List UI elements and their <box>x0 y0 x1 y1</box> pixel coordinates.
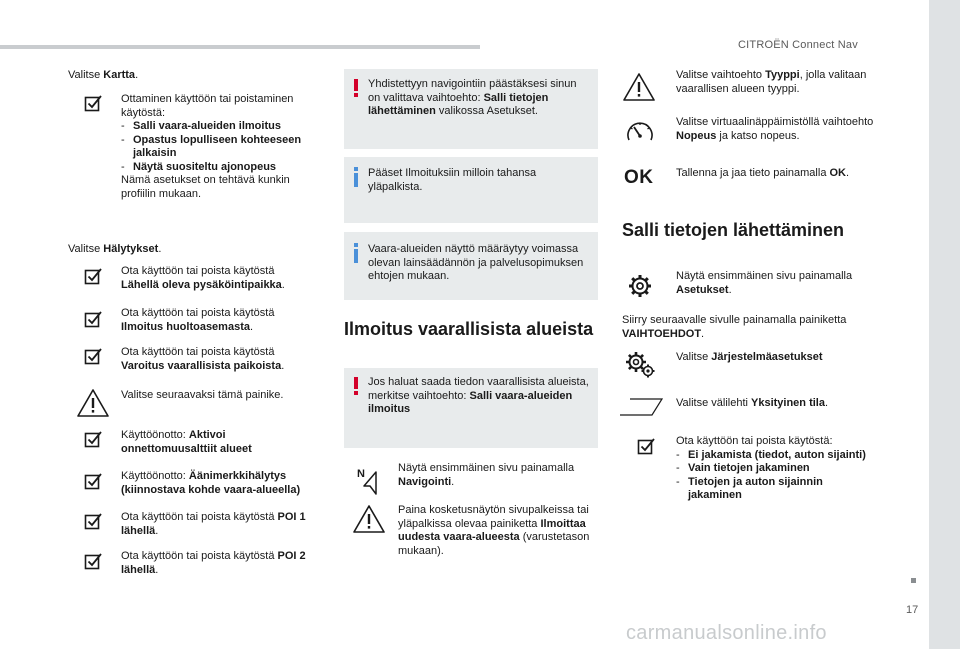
poi2-text: Ota käyttöön tai poista käytöstä POI 2 lähellä. <box>121 550 306 576</box>
poi1-text: Ota käyttöön tai poista käytöstä POI 1 lähellä. <box>121 511 306 537</box>
checkbox-icon <box>84 347 102 365</box>
navigation-text: Näytä ensimmäinen sivu painamalla Navigointi. <box>398 462 575 488</box>
checkbox-icon <box>84 512 102 530</box>
brand-header: CITROËN Connect Nav <box>738 39 858 51</box>
audio-alert-text: Käyttöönotto: Äänimerkkihälytys (kiinnostava kohde vaara-alueella) <box>121 470 301 496</box>
checkbox-icon <box>84 472 102 490</box>
checkbox-icon <box>637 437 655 455</box>
select-halytykset: Valitse Hälytykset. <box>68 243 162 255</box>
warning-mark-icon <box>353 377 359 395</box>
checkbox-icon <box>84 94 102 112</box>
info-mark-icon <box>353 243 359 263</box>
speedometer-icon <box>625 118 655 146</box>
privacy-options-text: Ota käyttöön tai poista käytöstä: - Ei jakamista (tiedot, auton sijainti) - Vain tietojen jakaminen - Tietojen ja auton sijainnin jakaminen <box>676 435 866 501</box>
warning-triangle-icon <box>352 504 386 534</box>
options-text: Siirry seuraavalle sivulle painamalla painiketta VAIHTOEHDOT. <box>622 314 847 340</box>
report-hazard-text: Paina kosketusnäytön sivupalkeissa tai yläpalkissa olevaa painiketta Ilmoittaa uudesta vaara-alueesta (varustetason mukaan). <box>398 504 590 557</box>
select-type-text: Valitse vaihtoehto Tyyppi, jolla valitaan vaarallisen alueen tyyppi. <box>676 69 867 95</box>
checkbox-icon <box>84 430 102 448</box>
svg-text:N: N <box>357 468 365 480</box>
note-warning-navigation: Yhdistettyyn navigointiin päästäksesi sinun on valittava vaihtoehto: Salli tietojen lähettäminen valikossa Asetukset. <box>344 69 598 149</box>
accident-zones-text: Käyttöönotto: Aktivoi onnettomuusalttiit alueet <box>121 429 252 455</box>
private-tab-text: Valitse välilehti Yksityinen tila. <box>676 397 829 409</box>
note-warning-danger-zones: Jos haluat saada tiedon vaarallisista alueista, merkitse vaihtoehto: Salli vaara-alueiden ilmoitus <box>344 368 598 448</box>
system-settings-icon <box>624 350 658 380</box>
service-alert-text: Ota käyttöön tai poista käytöstä Ilmoitus huoltoasemasta. <box>121 307 275 333</box>
danger-alert-text: Ota käyttöön tai poista käytöstä Varoitus vaarallisista paikoista. <box>121 346 285 372</box>
checkbox-icon <box>84 267 102 285</box>
checkbox-icon <box>84 552 102 570</box>
side-strip <box>929 0 960 649</box>
watermark: carmanualsonline.info <box>626 622 827 644</box>
note-info-legislation: Vaara-alueiden näyttö määräytyy voimassa olevan lainsäädännön ja palvelusopimuksen ehtojen mukaan. <box>344 232 598 300</box>
select-kartta: Valitse Kartta. <box>68 69 139 81</box>
system-settings-text: Valitse Järjestelmäasetukset <box>676 351 823 363</box>
navigation-arrow-icon <box>356 466 380 496</box>
warning-mark-icon <box>353 79 359 97</box>
save-share-text: Tallenna ja jaa tieto painamalla OK. <box>676 167 850 179</box>
next-button-text: Valitse seuraavaksi tämä painike. <box>121 389 284 401</box>
speed-text: Valitse virtuaalinäppäimistöllä vaihtoehto Nopeus ja katso nopeus. <box>676 116 874 142</box>
section-heading-danger-zones: Ilmoitus vaarallisista alueista <box>344 319 594 339</box>
warning-triangle-icon <box>76 388 110 418</box>
tab-icon <box>619 398 663 416</box>
header-rule <box>0 45 480 49</box>
checkbox-icon <box>84 310 102 328</box>
settings-text: Näytä ensimmäinen sivu painamalla Asetukset. <box>676 270 853 296</box>
end-marker <box>911 578 916 583</box>
note-info-notifications: Pääset Ilmoituksiin milloin tahansa yläpalkista. <box>344 157 598 223</box>
kartta-options-text: Ottaminen käyttöön tai poistaminen käytöstä: - Salli vaara-alueiden ilmoitus - Opastus lopulliseen kohteeseen jalkaisin - Näytä suositeltu ajonopeus Nämä asetukset on tehtävä kunkin profiilin mukaan. <box>121 93 302 200</box>
parking-alert-text: Ota käyttöön tai poista käytöstä Lähellä oleva pysäköintipaikka. <box>121 265 285 291</box>
page-number: 17 <box>906 604 919 616</box>
warning-triangle-icon <box>622 72 656 102</box>
section-heading-data-sending: Salli tietojen lähettäminen <box>622 220 845 240</box>
settings-gear-icon <box>627 273 653 299</box>
ok-button-label: OK <box>624 167 654 188</box>
info-mark-icon <box>353 167 359 187</box>
